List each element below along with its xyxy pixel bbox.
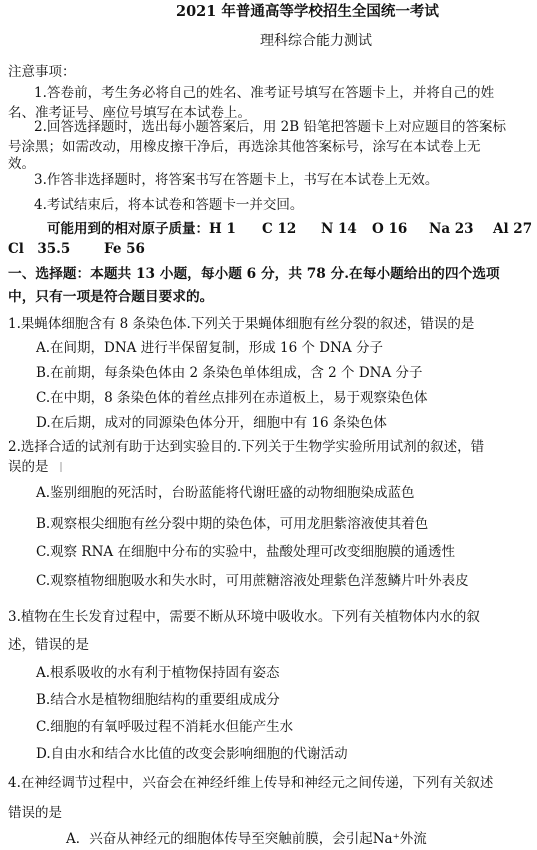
question-1-stem: 1.果蝇体细胞含有 8 条染色体.下列关于果蝇体细胞有丝分裂的叙述，错误的是: [8, 316, 475, 332]
atomic-mass-o: O 16: [372, 221, 408, 237]
question-1-option-b[interactable]: B.在前期，每条染色体由 2 条染色单体组成，含 2 个 DNA 分子: [36, 365, 423, 381]
note-4: 4.考试结束后，将本试卷和答题卡一并交回。: [34, 197, 304, 213]
exam-subtitle: 理科综合能力测试: [260, 33, 372, 49]
atomic-mass-c: C 12: [262, 221, 297, 237]
note-3: 3.作答非选择题时，将答案书写在答题卡上，书写在本试卷上无效。: [34, 172, 439, 188]
note-1-line-1: 1.答卷前，考生务必将自己的姓名、准考证号填写在答题卡上，并将自己的姓: [34, 85, 495, 101]
question-3-option-c[interactable]: C.细胞的有氧呼吸过程不消耗水但能产生水: [36, 719, 294, 735]
question-2-option-d[interactable]: C.观察植物细胞吸水和失水时，可用蔗糖溶液处理紫色洋葱鳞片叶外表皮: [36, 573, 469, 589]
question-3-option-a[interactable]: A.根系吸收的水有利于植物保持固有姿态: [36, 665, 280, 681]
question-4-stem-line-2: 错误的是: [8, 805, 62, 821]
question-3-option-d[interactable]: D.自由水和结合水比值的改变会影响细胞的代谢活动: [36, 746, 348, 762]
question-2-option-c[interactable]: C.观察 RNA 在细胞中分布的实验中，盐酸处理可改变细胞膜的通透性: [36, 544, 455, 560]
question-1-option-a[interactable]: A.在间期，DNA 进行半保留复制，形成 16 个 DNA 分子: [36, 340, 383, 356]
note-2-line-1: 2.回答选择题时，选出每小题答案后，用 2B 铅笔把答题卡上对应题目的答案标: [34, 119, 506, 135]
question-2-option-a[interactable]: A.鉴别细胞的死活时，台盼蓝能将代谢旺盛的动物细胞染成蓝色: [36, 485, 415, 501]
question-3-option-b[interactable]: B.结合水是植物细胞结构的重要组成成分: [36, 692, 280, 708]
question-1-option-d[interactable]: D.在后期，成对的同源染色体分开，细胞中有 16 条染色体: [36, 415, 387, 431]
atomic-mass-al: Al 27: [493, 221, 533, 237]
atomic-mass-n: N 14: [321, 221, 357, 237]
question-3-stem-line-1: 3.植物在生长发育过程中，需要不断从环境中吸收水。下列有关植物体内水的叙: [8, 609, 480, 625]
question-3-stem-line-2: 述，错误的是: [8, 637, 89, 653]
question-2-stem-line-1: 2.选择合适的试剂有助于达到实验目的.下列关于生物学实验所用试剂的叙述，错: [8, 439, 485, 455]
atomic-mass-label: 可能用到的相对原子质量：H 1: [47, 221, 236, 237]
question-4-option-a[interactable]: A．兴奋从神经元的细胞体传导至突触前膜，会引起Na⁺外流: [66, 831, 427, 847]
question-4-stem-line-1: 4.在神经调节过程中，兴奋会在神经纤维上传导和神经元之间传递，下列有关叙述: [8, 775, 494, 791]
atomic-mass-fe: Fe 56: [104, 241, 145, 257]
question-2-stem-line-2: 误的是: [8, 459, 49, 475]
section-heading-line-2: 中，只有一项是符合题目要求的。: [8, 289, 214, 305]
question-2-option-b[interactable]: B.观察根尖细胞有丝分裂中期的染色体，可用龙胆紫溶液使其着色: [36, 516, 429, 532]
section-heading-line-1: 一、选择题：本题共 13 小题，每小题 6 分，共 78 分.在每小题给出的四个选项: [8, 266, 500, 282]
exam-title: 2021 年普通高等学校招生全国统一考试: [176, 3, 439, 20]
atomic-mass-cl: Cl 35.5: [8, 241, 71, 257]
note-2-line-3: 效。: [8, 156, 35, 172]
scan-mark: [60, 462, 62, 472]
question-1-option-c[interactable]: C.在中期，8 条染色体的着丝点排列在赤道板上，易于观察染色体: [36, 390, 428, 406]
notes-heading: 注意事项：: [8, 64, 76, 80]
note-2-line-2: 号涂黑；如需改动，用橡皮擦干净后，再选涂其他答案标号，涂写在本试卷上无: [8, 139, 481, 155]
atomic-mass-na: Na 23: [429, 221, 474, 237]
note-1-line-2: 名、准考证号、座位号填写在本试卷上。: [8, 105, 251, 121]
